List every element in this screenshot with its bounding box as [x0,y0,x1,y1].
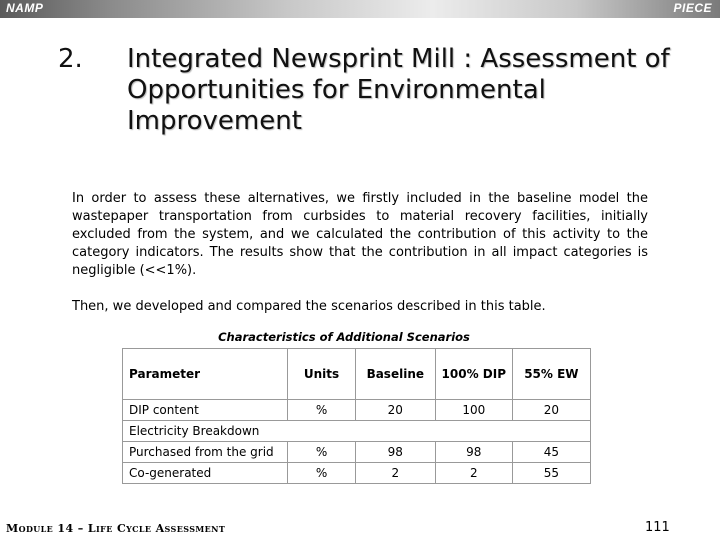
cell-baseline: 98 [355,442,435,463]
scenarios-table [122,348,591,484]
module-footer: Module 14 – Life Cycle Assessment [6,522,226,535]
cell-baseline: 20 [355,400,435,421]
table-caption: Characteristics of Additional Scenarios [218,330,470,344]
table-row [123,400,591,421]
cell-parameter: DIP content [123,400,288,421]
cell-units: % [288,463,355,484]
table-row [123,463,591,484]
header-100-dip: 100% DIP [435,349,512,400]
cell-units: % [288,400,355,421]
cell-parameter: Co-generated [123,463,288,484]
cell-55-ew: 45 [512,442,590,463]
cell-100-dip: 98 [435,442,512,463]
table-header-row [123,349,591,400]
header-bar [0,0,720,18]
cell-55-ew: 20 [512,400,590,421]
header-baseline: Baseline [355,349,435,400]
cell-100-dip: 100 [435,400,512,421]
cell-55-ew: 55 [512,463,590,484]
scenario-paragraph: Then, we developed and compared the scenarios described in this table. [72,299,546,314]
piece-logo: PIECE [673,1,712,15]
slide-title: Integrated Newsprint Mill : Assessment of Opportunities for Environmental Improvement [127,44,670,136]
cell-parameter: Purchased from the grid [123,442,288,463]
intro-paragraph: In order to assess these alternatives, we firstly included in the baseline model the wastepaper transportation from curbsides to material recovery facilities, initially excluded from the system, and we calculated the contribution of this activity to the category indicators. The results show that the contribution in all impact categories is negligible (<<1%). [72,191,648,278]
header-units: Units [288,349,355,400]
namp-logo: NAMP [6,1,44,15]
table-row [123,421,591,442]
header-55-ew: 55% EW [512,349,590,400]
cell-units: % [288,442,355,463]
slide-number: 2. [58,44,83,74]
cell-100-dip: 2 [435,463,512,484]
table-row [123,442,591,463]
cell-parameter: Electricity Breakdown [123,421,591,442]
page-number: 111 [645,520,670,535]
header-parameter: Parameter [123,349,288,400]
cell-baseline: 2 [355,463,435,484]
